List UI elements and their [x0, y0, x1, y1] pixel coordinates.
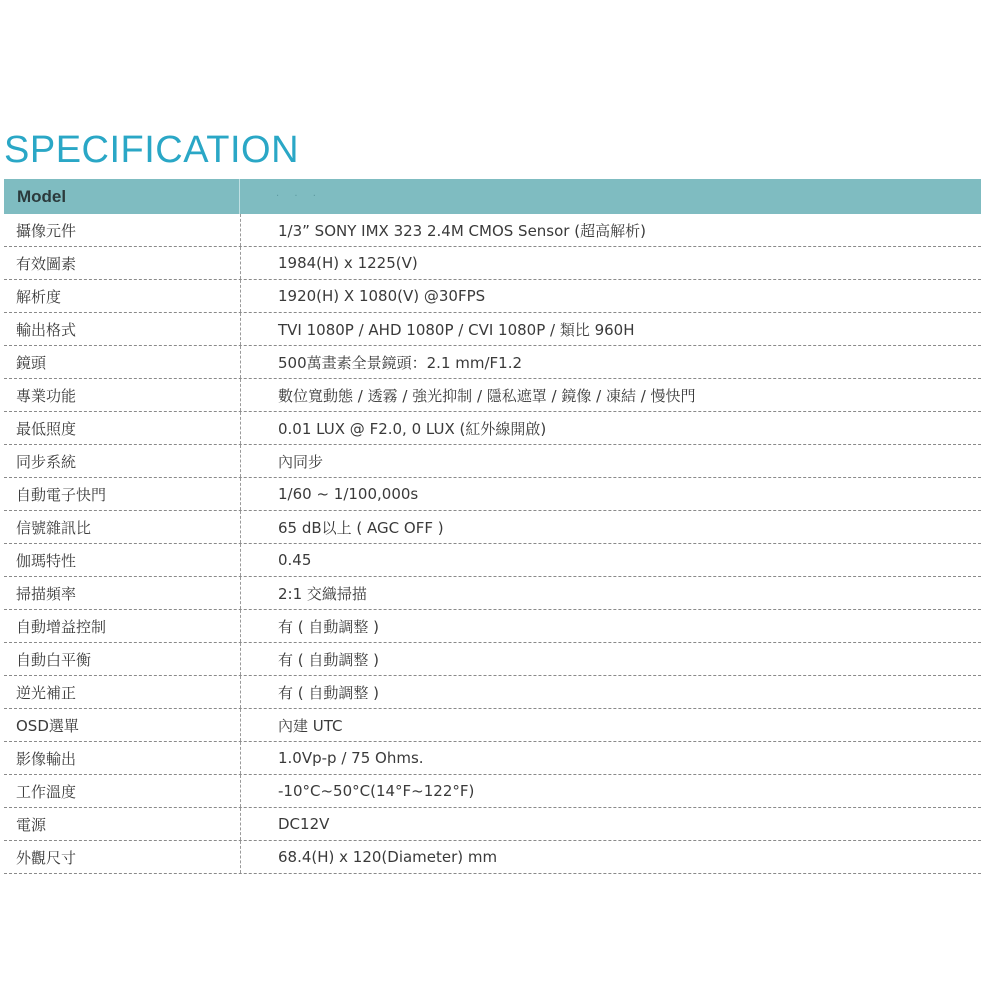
spec-value: 內同步: [278, 452, 324, 471]
table-row: [4, 676, 981, 709]
table-header-row: [4, 179, 981, 214]
spec-label: 伽瑪特性: [4, 544, 241, 576]
header-value: · · ·: [276, 191, 322, 202]
spec-label: OSD選單: [4, 709, 241, 741]
table-row: [4, 775, 981, 808]
spec-value: 1984(H) x 1225(V): [278, 254, 418, 272]
spec-label: 最低照度: [4, 412, 241, 444]
spec-value: 有 ( 自動調整 ): [278, 617, 380, 636]
spec-value: TVI 1080P / AHD 1080P / CVI 1080P / 類比 960H: [278, 320, 635, 339]
table-row: [4, 808, 981, 841]
spec-label: 影像輸出: [4, 742, 241, 774]
table-row: [4, 478, 981, 511]
table-row: [4, 412, 981, 445]
table-row: [4, 610, 981, 643]
spec-value: 1.0Vp-p / 75 Ohms.: [278, 749, 424, 767]
header-label: Model: [4, 179, 240, 214]
spec-label: 攝像元件: [4, 214, 241, 246]
spec-label: 工作溫度: [4, 775, 241, 807]
spec-value: 1/3” SONY IMX 323 2.4M CMOS Sensor (超高解析): [278, 221, 646, 240]
spec-label: 信號雜訊比: [4, 511, 241, 543]
spec-value: 有 ( 自動調整 ): [278, 650, 380, 669]
spec-value: 1920(H) X 1080(V) @30FPS: [278, 287, 486, 305]
table-body: [4, 214, 981, 874]
spec-value: 0.01 LUX @ F2.0, 0 LUX (紅外線開啟): [278, 419, 547, 438]
spec-value: 2:1 交織掃描: [278, 584, 367, 603]
spec-label: 外觀尺寸: [4, 841, 241, 873]
spec-value: 0.45: [278, 551, 312, 569]
table-row: [4, 346, 981, 379]
spec-label: 自動白平衡: [4, 643, 241, 675]
spec-label: 鏡頭: [4, 346, 241, 378]
table-row: [4, 544, 981, 577]
spec-value: 500萬畫素全景鏡頭：2.1 mm/F1.2: [278, 353, 523, 372]
spec-label: 解析度: [4, 280, 241, 312]
spec-table: [4, 179, 981, 874]
table-row: [4, 247, 981, 280]
spec-value: -10°C~50°C(14°F~122°F): [278, 782, 475, 800]
table-row: [4, 280, 981, 313]
spec-label: 逆光補正: [4, 676, 241, 708]
spec-value: 68.4(H) x 120(Diameter) mm: [278, 848, 498, 866]
table-row: [4, 742, 981, 775]
table-row: [4, 511, 981, 544]
page-title: SPECIFICATION: [4, 129, 300, 171]
spec-label: 自動增益控制: [4, 610, 241, 642]
spec-label: 輸出格式: [4, 313, 241, 345]
spec-label: 有效圖素: [4, 247, 241, 279]
table-row: [4, 577, 981, 610]
table-row: [4, 643, 981, 676]
spec-label: 專業功能: [4, 379, 241, 411]
spec-value: DC12V: [278, 815, 330, 833]
table-row: [4, 841, 981, 874]
spec-label: 掃描頻率: [4, 577, 241, 609]
table-row: [4, 379, 981, 412]
table-row: [4, 214, 981, 247]
table-row: [4, 445, 981, 478]
table-row: [4, 709, 981, 742]
spec-label: 自動電子快門: [4, 478, 241, 510]
spec-value: 65 dB以上 ( AGC OFF ): [278, 518, 444, 537]
spec-value: 數位寬動態 / 透霧 / 強光抑制 / 隱私遮罩 / 鏡像 / 凍結 / 慢快門: [278, 386, 696, 405]
spec-label: 電源: [4, 808, 241, 840]
table-row: [4, 313, 981, 346]
spec-label: 同步系統: [4, 445, 241, 477]
spec-value: 1/60 ~ 1/100,000s: [278, 485, 419, 503]
spec-value: 內建 UTC: [278, 716, 343, 735]
spec-value: 有 ( 自動調整 ): [278, 683, 380, 702]
